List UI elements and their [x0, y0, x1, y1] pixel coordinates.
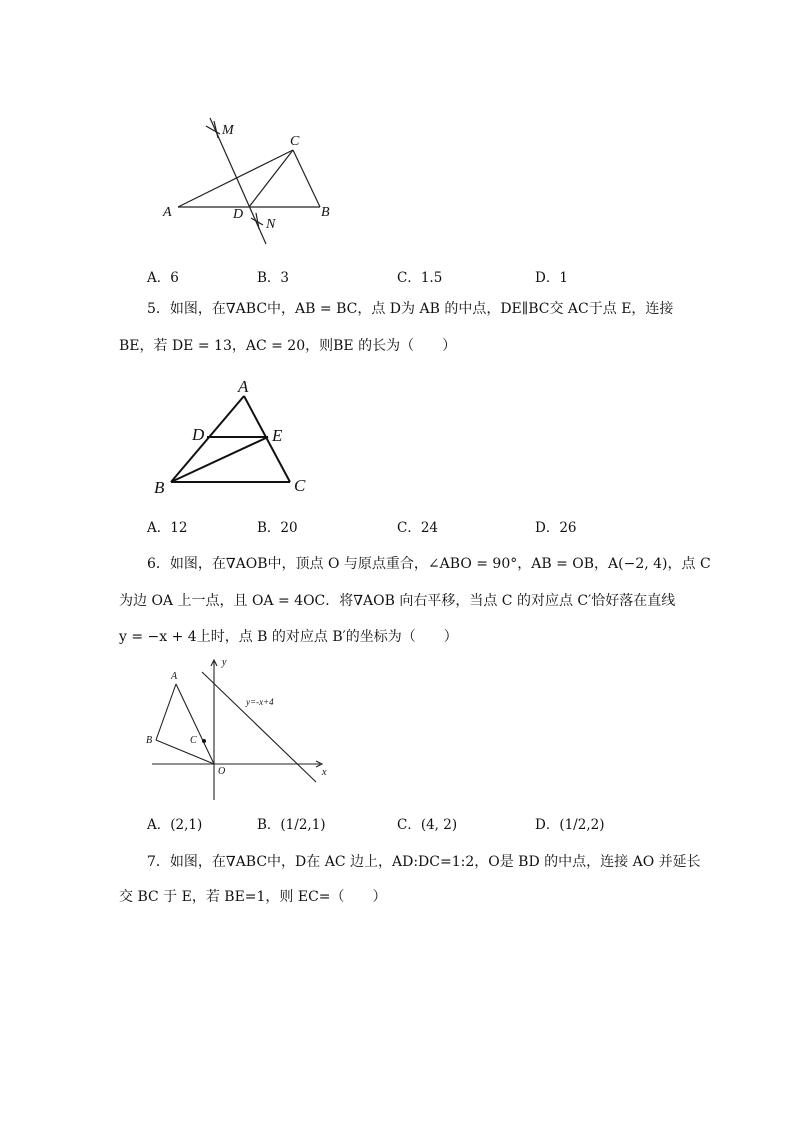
- fig5-label-d: D: [192, 425, 205, 444]
- q5-option-b: B．20: [257, 520, 298, 536]
- fig5-label-e: E: [272, 426, 283, 445]
- fig5-label-b: B: [154, 478, 165, 497]
- fig6-label-c: C: [190, 735, 197, 746]
- q5-text-line1: 5．如图，在∇ABC中，AB = BC，点 D为 AB 的中点，DE∥BC交 AC于点 E，连接: [147, 301, 674, 317]
- fig6-label-y: y: [222, 657, 227, 668]
- q4-option-a: A．6: [147, 270, 179, 286]
- q5-option-c: C．24: [397, 520, 439, 536]
- q5-text-line2: BE，若 DE = 13，AC = 20，则BE 的长为（ ）: [119, 338, 457, 354]
- q5-option-a: A．12: [147, 520, 188, 536]
- q6-option-a: A．(2,1): [147, 817, 203, 833]
- q5-option-d: D．26: [535, 520, 577, 536]
- q6-text-line3: y = −x + 4上时，点 B 的对应点 B′的坐标为（ ）: [119, 629, 458, 645]
- fig4-label-n: N: [266, 217, 276, 232]
- fig5-label-a: A: [238, 377, 249, 396]
- q6-text-line2: 为边 OA 上一点，且 OA = 4OC．将∇AOB 向右平移，当点 C 的对应点 C′恰好落在直线: [119, 593, 676, 609]
- fig4-label-b: B: [321, 205, 330, 220]
- q6-option-d: D．(1/2,2): [535, 817, 605, 833]
- fig5-label-c: C: [294, 476, 306, 495]
- q7-text-line2: 交 BC 于 E，若 BE=1，则 EC=（ ）: [119, 889, 387, 905]
- fig6-label-b: B: [146, 735, 153, 746]
- q4-option-d: D．1: [535, 270, 568, 286]
- fig4-label-c: C: [290, 134, 300, 149]
- fig6-label-x: x: [322, 767, 327, 778]
- q6-option-c: C．(4, 2): [397, 817, 458, 833]
- fig4-label-a: A: [163, 205, 172, 220]
- q4-option-b: B．3: [257, 270, 290, 286]
- q7-text-line1: 7．如图，在∇ABC中，D在 AC 边上，AD:DC=1:2，O是 BD 的中点，连接 AO 并延长: [147, 854, 701, 870]
- fig4-label-m: M: [222, 123, 234, 138]
- fig6-line-label: y=-x+4: [246, 697, 274, 707]
- q4-option-c: C．1.5: [397, 270, 443, 286]
- fig6-label-a: A: [171, 671, 178, 682]
- q6-option-b: B．(1/2,1): [257, 817, 326, 833]
- q6-text-line1: 6．如图，在∇AOB中，顶点 O 与原点重合，∠ABO = 90°，AB = OB，A(−2, 4)，点 C: [147, 556, 711, 572]
- fig6-label-o: O: [218, 766, 226, 777]
- fig4-label-d: D: [233, 207, 244, 222]
